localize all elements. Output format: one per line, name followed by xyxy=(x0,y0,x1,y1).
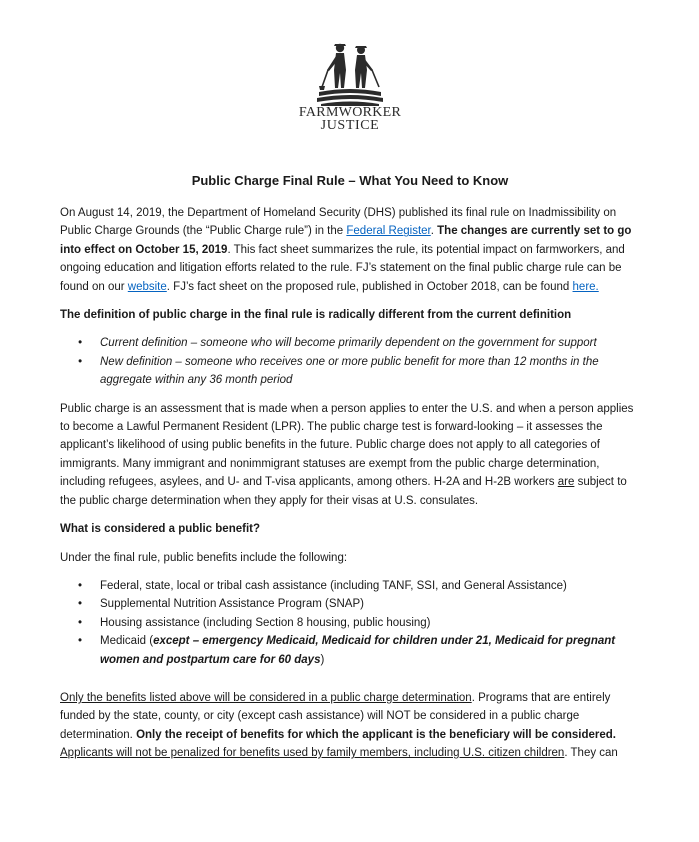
intro-paragraph xyxy=(60,204,640,296)
list-item: • Current definition – someone who will become primarily dependent on the government for support xyxy=(100,334,640,352)
assessment-text-1: Public charge is an assessment that is made when a person applies to enter the U.S. and when a person applies to become a Lawful Permanent Resident (LPR). The public charge test is forward-looking – it assesses the applicant’s likelihood of using public benefits in the future. Public charge does not apply to all categories of immigrants. Many immigrant and nonimmigrant statuses are exempt from the public charge determination, including refugees, asylees, and U- and T-visa applicants, among others. H-2A and H-2B workers xyxy=(60,402,634,489)
are-emphasis: are xyxy=(557,476,575,489)
list-item: • Federal, state, local or tribal cash assistance (including TANF, SSI, and General Assistance) xyxy=(100,577,640,595)
page-title: Public Charge Final Rule – What You Need to Know xyxy=(191,173,509,188)
assessment-paragraph xyxy=(60,400,640,510)
medicaid-exceptions: except – emergency Medicaid, Medicaid for children under 21, Medicaid for pregnant women and postpartum care for 60 days xyxy=(100,635,616,666)
list-item: • Supplemental Nutrition Assistance Program (SNAP) xyxy=(100,595,640,613)
federal-register-link[interactable]: Federal Register xyxy=(346,225,431,238)
list-item: • Housing assistance (including Section 8 housing, public housing) xyxy=(100,614,640,632)
list-item xyxy=(100,632,640,669)
list-item: • New definition – someone who receives one or more public benefit for more than 12 months in the aggregate within any 36 month period xyxy=(100,353,640,390)
medicaid-end: ) xyxy=(320,653,325,666)
intro-text-2: . xyxy=(430,225,438,238)
logo-text-line2: JUSTICE xyxy=(320,118,380,133)
farmworkers-silhouette-icon xyxy=(315,40,385,106)
definition-list xyxy=(60,334,640,389)
beneficiary-text: Only the receipt of benefits for which the applicant is the beneficiary will be considered. xyxy=(136,728,616,741)
intro-text-4: . FJ’s fact sheet on the proposed rule, published in October 2018, can be found xyxy=(166,280,573,293)
benefits-heading: What is considered a public benefit? xyxy=(60,523,260,536)
logo-text-line1: FARMWORKER xyxy=(298,105,402,120)
farmworker-justice-logo xyxy=(290,40,410,132)
effective-date-text: The changes are currently set to go into effect on October 15, 2019 xyxy=(60,225,632,256)
intro-text-3: . This fact sheet summarizes the rule, its potential impact on farmworkers, and ongoing education and litigation efforts related to the rule. FJ’s statement on the final public charge rule can be found on our xyxy=(60,243,625,293)
considered-underline-1: Only the benefits listed above will be considered in a public charge determination xyxy=(60,691,472,704)
definition-heading: The definition of public charge in the final rule is radically different from the current definition xyxy=(60,309,572,322)
intro-text-1: On August 14, 2019, the Department of Homeland Security (DHS) published its final rule on Inadmissibility on Public Charge Grounds (the “Public Charge rule”) in the xyxy=(60,207,617,238)
benefits-list xyxy=(60,577,640,669)
medicaid-label: Medicaid ( xyxy=(100,635,154,648)
benefits-lead: Under the final rule, public benefits include the following: xyxy=(60,551,348,564)
here-link[interactable]: here. xyxy=(572,280,599,293)
considered-paragraph xyxy=(60,689,640,763)
document-body xyxy=(60,172,640,773)
assessment-text-2: subject to the public charge determination when they apply for their visas at U.S. consulates. xyxy=(60,476,627,507)
considered-text-3: . They can xyxy=(564,747,618,760)
considered-underline-2: Applicants will not be penalized for benefits used by family members, including U.S. citizen children xyxy=(60,747,565,760)
website-link[interactable]: website xyxy=(127,280,167,293)
considered-text-1: . Programs that are entirely funded by the state, county, or city (except cash assistance) will NOT be considered in a public charge determination. xyxy=(60,691,611,741)
